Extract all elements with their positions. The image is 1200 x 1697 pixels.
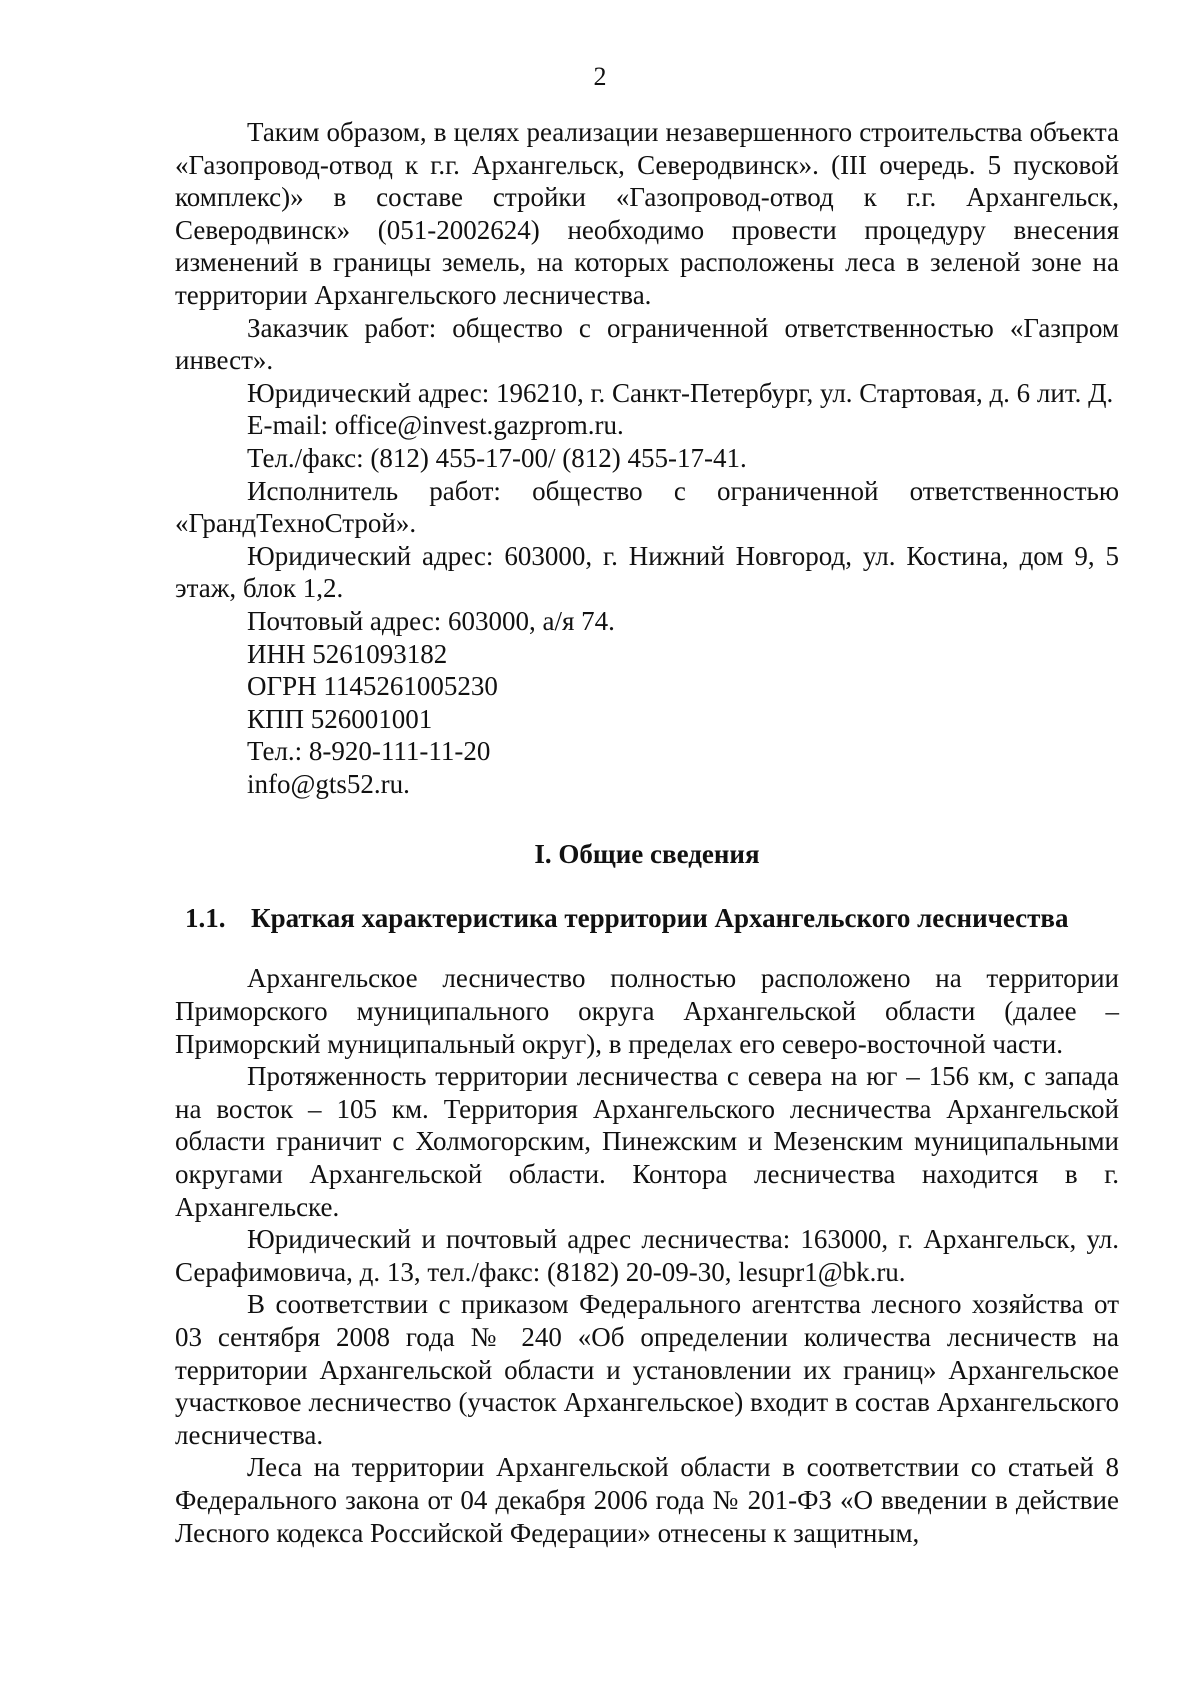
- section-paragraph: Протяженность территории лесничества с севера на юг – 156 км, с запада на восток – 105 км. Территория Архангельского лесничества Архангельской области граничит с Холмогорским, Пинежским и Мезенским муниципальными округами Архангельской области. Контора лесничества находится в г. Архангельске.: [175, 1061, 1119, 1222]
- section-heading: I. Общие сведения: [534, 839, 760, 870]
- page-number: 2: [593, 62, 607, 91]
- section-paragraph: В соответствии с приказом Федерального агентства лесного хозяйства от 03 сентября 2008 года № 240 «Об определении количества лесничеств на территории Архангельской области и установлении их границ» Архангельское участковое лесничество (участок Архангельское) входит в состав Архангельского лесничества.: [175, 1289, 1119, 1450]
- contractor-paragraph: Исполнитель работ: общество с ограниченной ответственностью «ГрандТехноСтрой».: [175, 475, 1119, 539]
- document-body: [175, 116, 1119, 1549]
- section-paragraph: Юридический и почтовый адрес лесничества: 163000, г. Архангельск, ул. Серафимовича, д. 13, тел./факс: (8182) 20-09-30, lesupr1@bk.ru.: [175, 1224, 1119, 1287]
- section-paragraph: Архангельское лесничество полностью расположено на территории Приморского муниципального округа Архангельской области (далее – Приморский муниципальный округ), в пределах его северо-восточной части.: [175, 963, 1119, 1059]
- contractor-inn-line: ИНН 5261093182: [247, 638, 448, 669]
- contractor-ogrn-line: ОГРН 1145261005230: [247, 671, 498, 702]
- intro-paragraph: Таким образом, в целях реализации незавершенного строительства объекта «Газопровод-отвод к г.г. Архангельск, Северодвинск». (III очередь. 5 пусковой комплекс)» в составе стройки «Газопровод-отвод к г.г. Архангельск, Северодвинск» (051-2002624) необходимо провести процедуру внесения изменений в границы земель, на которых расположены леса в зеленой зоне на территории Архангельского лесничества.: [175, 117, 1119, 310]
- contractor-postal-line: Почтовый адрес: 603000, а/я 74.: [247, 605, 615, 636]
- contractor-email-line: info@gts52.ru.: [247, 768, 410, 799]
- subsection-heading: [185, 902, 1119, 934]
- subsection-number: 1.1.: [185, 903, 226, 934]
- customer-email-line: E-mail: office@invest.gazprom.ru.: [247, 410, 624, 441]
- contractor-phone-line: Тел.: 8-920-111-11-20: [247, 736, 491, 767]
- customer-phone-line: Тел./факс: (812) 455-17-00/ (812) 455-17-41.: [247, 442, 747, 473]
- section-text: [175, 962, 1119, 1549]
- customer-address-paragraph: Юридический адрес: 196210, г. Санкт-Петербург, ул. Стартовая, д. 6 лит. Д.: [247, 377, 1114, 408]
- subsection-title: Краткая характеристика территории Архангельского лесничества: [251, 903, 1069, 934]
- contractor-kpp-line: КПП 526001001: [247, 703, 433, 734]
- section-paragraph: Леса на территории Архангельской области в соответствии со статьей 8 Федерального закона от 04 декабря 2006 года № 201-ФЗ «О введении в действие Лесного кодекса Российской Федерации» отнесены к защитным,: [175, 1452, 1119, 1548]
- contractor-address-paragraph: Юридический адрес: 603000, г. Нижний Новгород, ул. Костина, дом 9, 5 этаж, блок 1,2.: [175, 540, 1119, 604]
- customer-paragraph: Заказчик работ: общество с ограниченной ответственностью «Газпром инвест».: [175, 312, 1119, 376]
